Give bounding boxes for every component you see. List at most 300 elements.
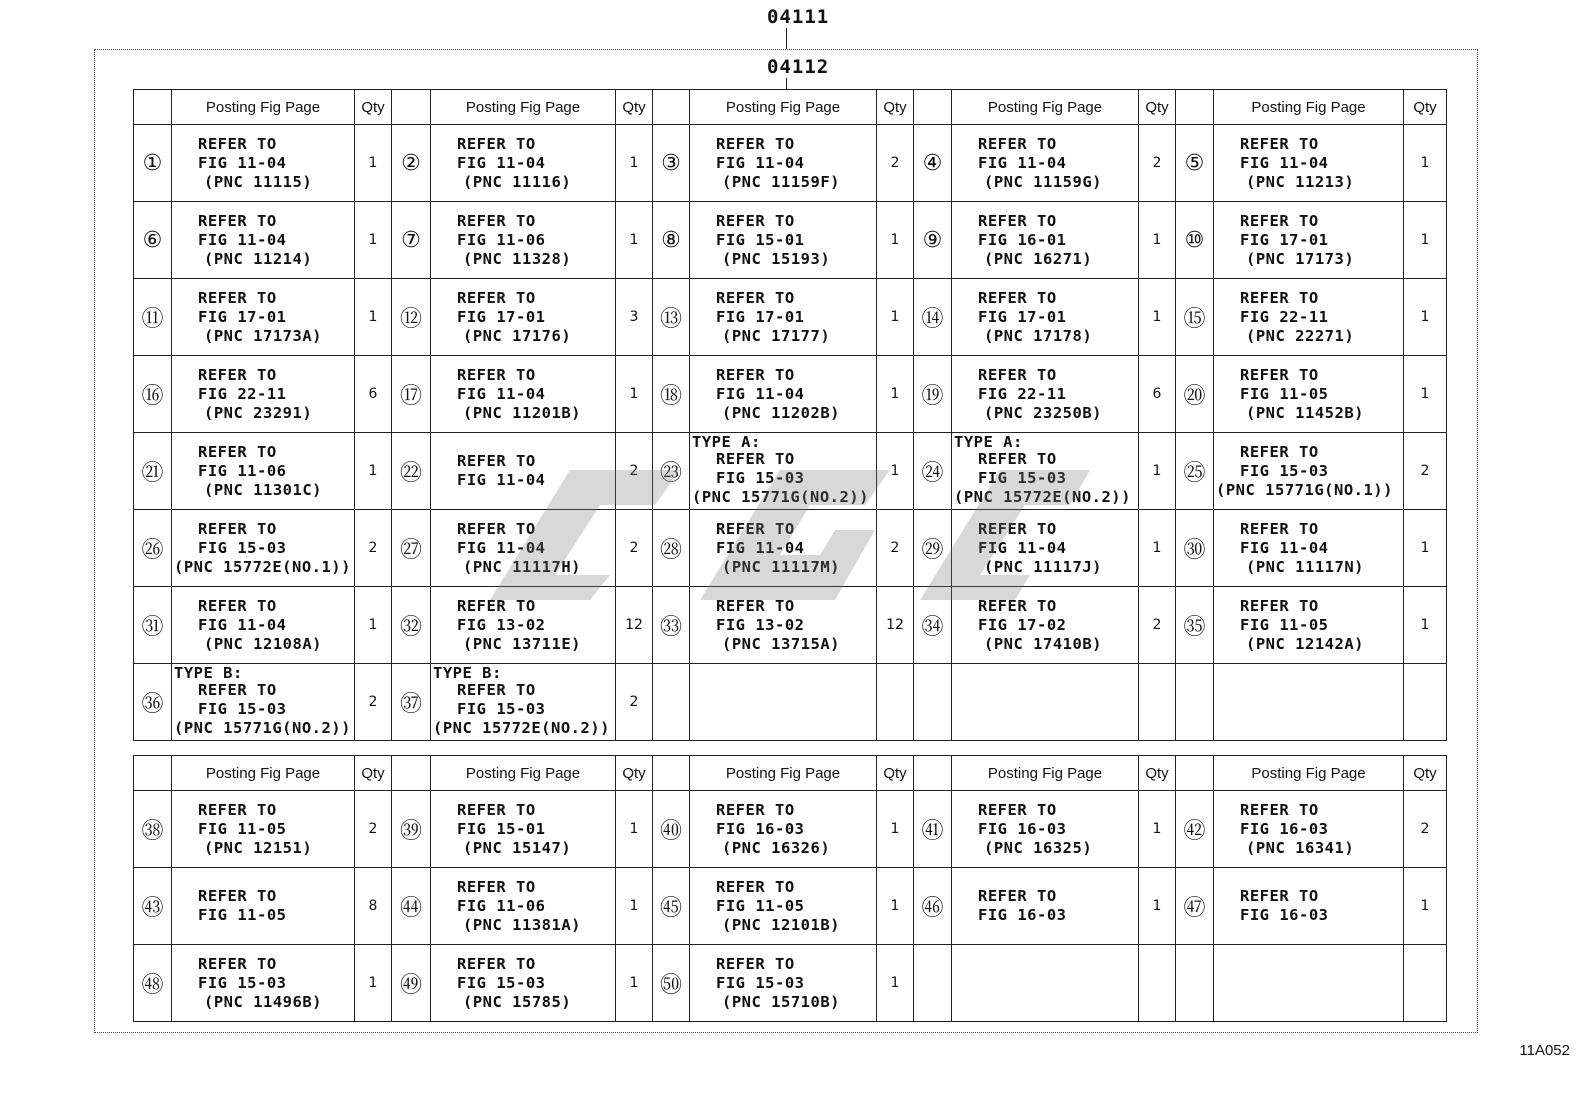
pnc-reference: (PNC 15772E(NO.2))	[954, 488, 1131, 506]
qty-value: 1	[355, 125, 392, 202]
posting-reference	[690, 433, 877, 510]
qty-value: 1	[355, 945, 392, 1022]
fig-reference: FIG 15-03	[198, 538, 287, 557]
table-row	[134, 868, 1447, 945]
pnc-reference: (PNC 11202B)	[722, 403, 840, 422]
item-number: ⑬	[653, 279, 690, 356]
item-number: ⑯	[134, 356, 172, 433]
refer-to-text: REFER TO	[198, 596, 277, 615]
refer-to-text: REFER TO	[198, 519, 277, 538]
qty-value: 6	[1139, 356, 1176, 433]
fig-reference: FIG 16-03	[1240, 906, 1329, 924]
type-label: TYPE B:	[433, 664, 502, 682]
item-number: ㊸	[134, 868, 172, 945]
pnc-reference: (PNC 11159G)	[984, 172, 1102, 191]
refer-to-text: REFER TO	[198, 211, 277, 230]
qty-value: 2	[355, 791, 392, 868]
qty-value: 1	[877, 791, 914, 868]
fig-reference: FIG 15-03	[978, 469, 1067, 487]
qty-value: 1	[616, 868, 653, 945]
header-posting: Posting Fig Page	[172, 90, 355, 125]
fig-reference: FIG 11-04	[978, 538, 1067, 557]
pnc-reference: (PNC 17410B)	[984, 634, 1102, 653]
header-number-cell	[914, 756, 952, 791]
refer-to-text: REFER TO	[457, 596, 536, 615]
fig-reference: FIG 11-04	[457, 153, 546, 172]
qty-value: 2	[877, 510, 914, 587]
fig-reference: FIG 15-03	[198, 700, 287, 718]
fig-reference: FIG 11-04	[716, 538, 805, 557]
pnc-reference: (PNC 23291)	[204, 403, 313, 422]
refer-to-text: REFER TO	[978, 519, 1057, 538]
header-number-cell	[653, 756, 690, 791]
pnc-reference: (PNC 15772E(NO.1))	[174, 557, 351, 576]
item-number: ㊶	[914, 791, 952, 868]
pnc-reference: (PNC 17173A)	[204, 326, 322, 345]
refer-to-text: REFER TO	[978, 596, 1057, 615]
refer-to-text: REFER TO	[716, 450, 795, 468]
fig-reference: FIG 13-02	[457, 615, 546, 634]
fig-reference: FIG 11-04	[716, 384, 805, 403]
header-qty: Qty	[355, 756, 392, 791]
posting-reference	[1214, 433, 1404, 510]
posting-reference	[1214, 202, 1404, 279]
posting-reference	[952, 356, 1139, 433]
pnc-reference: (PNC 15785)	[463, 992, 572, 1011]
item-number: ⑨	[914, 202, 952, 279]
posting-reference	[172, 587, 355, 664]
header-row	[134, 756, 1447, 791]
pnc-reference: (PNC 15710B)	[722, 992, 840, 1011]
refer-to-text: REFER TO	[1240, 365, 1319, 384]
item-number	[914, 945, 952, 1022]
posting-reference	[431, 202, 616, 279]
fig-reference: FIG 11-05	[1240, 615, 1329, 634]
header-qty: Qty	[616, 756, 653, 791]
pnc-reference: (PNC 12151)	[204, 838, 313, 857]
qty-value	[1139, 945, 1176, 1022]
item-number: ⑤	[1176, 125, 1214, 202]
pnc-reference: (PNC 23250B)	[984, 403, 1102, 422]
posting-reference	[431, 356, 616, 433]
posting-reference	[172, 791, 355, 868]
refer-to-text: REFER TO	[457, 800, 536, 819]
pnc-reference: (PNC 11213)	[1246, 172, 1355, 191]
qty-value: 2	[1139, 125, 1176, 202]
qty-value: 6	[355, 356, 392, 433]
qty-value: 2	[1139, 587, 1176, 664]
table-row	[134, 791, 1447, 868]
pnc-reference: (PNC 13715A)	[722, 634, 840, 653]
qty-value: 8	[355, 868, 392, 945]
table-row	[134, 510, 1447, 587]
refer-to-text: REFER TO	[716, 211, 795, 230]
item-number: ③	[653, 125, 690, 202]
header-number-cell	[653, 90, 690, 125]
header-posting: Posting Fig Page	[1214, 90, 1404, 125]
refer-to-text: REFER TO	[716, 519, 795, 538]
refer-to-text: REFER TO	[1240, 800, 1319, 819]
qty-value	[877, 664, 914, 741]
pnc-reference: (PNC 16326)	[722, 838, 831, 857]
posting-reference	[1214, 791, 1404, 868]
fig-reference: FIG 17-01	[198, 307, 287, 326]
pnc-reference: (PNC 11117H)	[463, 557, 581, 576]
pnc-reference: (PNC 11117J)	[984, 557, 1102, 576]
refer-to-text: REFER TO	[198, 681, 277, 699]
posting-reference	[690, 356, 877, 433]
qty-value: 2	[355, 664, 392, 741]
qty-value: 2	[1404, 791, 1447, 868]
table-row	[134, 202, 1447, 279]
item-number: ⑧	[653, 202, 690, 279]
fig-reference: FIG 16-03	[1240, 819, 1329, 838]
refer-to-text: REFER TO	[457, 134, 536, 153]
drawing-code: 11A052	[1519, 1042, 1570, 1059]
refer-to-text: REFER TO	[978, 887, 1057, 905]
refer-to-text: REFER TO	[457, 452, 536, 470]
item-number: ⑳	[1176, 356, 1214, 433]
posting-reference	[690, 510, 877, 587]
fig-reference: FIG 16-03	[978, 819, 1067, 838]
item-number: ⑲	[914, 356, 952, 433]
item-number: ㊽	[134, 945, 172, 1022]
header-number-cell	[1176, 90, 1214, 125]
item-number: ①	[134, 125, 172, 202]
posting-reference	[1214, 125, 1404, 202]
table-row	[134, 587, 1447, 664]
posting-reference	[431, 510, 616, 587]
refer-to-text: REFER TO	[1240, 134, 1319, 153]
qty-value: 12	[616, 587, 653, 664]
header-posting: Posting Fig Page	[952, 90, 1139, 125]
refer-to-text: REFER TO	[457, 288, 536, 307]
refer-to-text: REFER TO	[978, 450, 1057, 468]
posting-reference	[690, 202, 877, 279]
qty-value: 1	[355, 202, 392, 279]
item-number: ⑱	[653, 356, 690, 433]
posting-reference	[172, 356, 355, 433]
item-number: ㊴	[392, 791, 431, 868]
pnc-reference: (PNC 11159F)	[722, 172, 840, 191]
fig-reference: FIG 22-11	[978, 384, 1067, 403]
item-number: ⑪	[134, 279, 172, 356]
item-number: ㉔	[914, 433, 952, 510]
qty-value: 1	[877, 279, 914, 356]
pnc-reference: (PNC 11452B)	[1246, 403, 1364, 422]
item-number: ㉓	[653, 433, 690, 510]
refer-to-text: REFER TO	[978, 365, 1057, 384]
qty-value: 2	[877, 125, 914, 202]
posting-reference	[952, 664, 1139, 741]
qty-value: 1	[877, 356, 914, 433]
fig-reference: FIG 11-04	[198, 153, 287, 172]
reference-table-2	[133, 755, 1447, 1022]
item-number	[1176, 945, 1214, 1022]
item-number: ㊺	[653, 868, 690, 945]
posting-reference	[690, 587, 877, 664]
fig-reference: FIG 15-01	[716, 230, 805, 249]
fig-reference: FIG 15-01	[457, 819, 546, 838]
item-number: ㉕	[1176, 433, 1214, 510]
qty-value: 1	[1139, 202, 1176, 279]
posting-reference	[952, 433, 1139, 510]
fig-reference: FIG 11-05	[198, 819, 287, 838]
refer-to-text: REFER TO	[198, 442, 277, 461]
fig-reference: FIG 11-04	[457, 471, 546, 489]
pnc-reference: (PNC 15193)	[722, 249, 831, 268]
posting-reference	[172, 433, 355, 510]
header-number-cell	[134, 756, 172, 791]
item-number: ㉜	[392, 587, 431, 664]
header-number-cell	[392, 90, 431, 125]
refer-to-text: REFER TO	[716, 365, 795, 384]
posting-reference	[172, 125, 355, 202]
qty-value: 1	[877, 433, 914, 510]
table-row	[134, 945, 1447, 1022]
refer-to-text: REFER TO	[1240, 596, 1319, 615]
item-number: ②	[392, 125, 431, 202]
item-number	[1176, 664, 1214, 741]
qty-value: 2	[355, 510, 392, 587]
fig-reference: FIG 15-03	[198, 973, 287, 992]
item-number: ⑭	[914, 279, 952, 356]
posting-reference	[952, 587, 1139, 664]
qty-value: 2	[616, 433, 653, 510]
pnc-reference: (PNC 11214)	[204, 249, 313, 268]
item-number: ㉙	[914, 510, 952, 587]
item-number: ㊱	[134, 664, 172, 741]
fig-reference: FIG 16-01	[978, 230, 1067, 249]
qty-value: 1	[1139, 791, 1176, 868]
item-number: ㉒	[392, 433, 431, 510]
refer-to-text: REFER TO	[457, 365, 536, 384]
header-number-cell	[1176, 756, 1214, 791]
qty-value: 1	[616, 945, 653, 1022]
item-number: ㉘	[653, 510, 690, 587]
table-row	[134, 279, 1447, 356]
qty-value: 1	[616, 202, 653, 279]
fig-reference: FIG 15-03	[716, 469, 805, 487]
refer-to-text: REFER TO	[198, 365, 277, 384]
refer-to-text: REFER TO	[716, 134, 795, 153]
posting-reference	[952, 945, 1139, 1022]
type-label: TYPE A:	[692, 433, 761, 451]
qty-value: 1	[616, 791, 653, 868]
pnc-reference: (PNC 15771G(NO.2))	[174, 719, 351, 737]
qty-value: 1	[877, 202, 914, 279]
header-number-cell	[914, 90, 952, 125]
fig-reference: FIG 15-03	[457, 700, 546, 718]
header-qty: Qty	[877, 90, 914, 125]
refer-to-text: REFER TO	[457, 954, 536, 973]
header-qty: Qty	[1404, 90, 1447, 125]
pnc-reference: (PNC 15772E(NO.2))	[433, 719, 610, 737]
item-number: ㉝	[653, 587, 690, 664]
fig-reference: FIG 16-03	[716, 819, 805, 838]
posting-reference	[690, 125, 877, 202]
header-row	[134, 90, 1447, 125]
qty-value: 2	[1404, 433, 1447, 510]
pnc-reference: (PNC 12101B)	[722, 915, 840, 934]
posting-reference	[952, 510, 1139, 587]
qty-value	[1404, 664, 1447, 741]
item-number: ⑦	[392, 202, 431, 279]
fig-reference: FIG 11-04	[198, 615, 287, 634]
pnc-reference: (PNC 11328)	[463, 249, 572, 268]
refer-to-text: REFER TO	[457, 211, 536, 230]
qty-value: 1	[1139, 868, 1176, 945]
fig-reference: FIG 11-04	[1240, 153, 1329, 172]
header-posting: Posting Fig Page	[690, 90, 877, 125]
qty-value: 1	[1139, 279, 1176, 356]
refer-to-text: REFER TO	[716, 288, 795, 307]
item-number: ㉚	[1176, 510, 1214, 587]
header-posting: Posting Fig Page	[431, 90, 616, 125]
pnc-reference: (PNC 11201B)	[463, 403, 581, 422]
posting-reference	[690, 664, 877, 741]
header-posting: Posting Fig Page	[1214, 756, 1404, 791]
header-posting: Posting Fig Page	[172, 756, 355, 791]
header-qty: Qty	[1139, 756, 1176, 791]
item-number: ㊻	[914, 868, 952, 945]
pnc-reference: (PNC 11116)	[463, 172, 572, 191]
item-number: ⑰	[392, 356, 431, 433]
item-number: ㉗	[392, 510, 431, 587]
item-number: ㊾	[392, 945, 431, 1022]
refer-to-text: REFER TO	[1240, 211, 1319, 230]
type-label: TYPE A:	[954, 433, 1023, 451]
qty-value: 1	[355, 433, 392, 510]
pnc-reference: (PNC 12142A)	[1246, 634, 1364, 653]
refer-to-text: REFER TO	[457, 681, 536, 699]
refer-to-text: REFER TO	[1240, 887, 1319, 905]
pnc-reference: (PNC 22271)	[1246, 326, 1355, 345]
header-qty: Qty	[1139, 90, 1176, 125]
refer-to-text: REFER TO	[457, 877, 536, 896]
refer-to-text: REFER TO	[978, 134, 1057, 153]
qty-value: 1	[877, 945, 914, 1022]
posting-reference	[952, 791, 1139, 868]
item-number: ㊿	[653, 945, 690, 1022]
pnc-reference: (PNC 17177)	[722, 326, 831, 345]
fig-reference: FIG 11-05	[716, 896, 805, 915]
refer-to-text: REFER TO	[198, 954, 277, 973]
header-number-cell	[392, 756, 431, 791]
pnc-reference: (PNC 17176)	[463, 326, 572, 345]
fig-reference: FIG 11-04	[716, 153, 805, 172]
pnc-reference: (PNC 16325)	[984, 838, 1093, 857]
posting-reference	[431, 664, 616, 741]
item-number: ㊷	[1176, 791, 1214, 868]
item-number: ㉖	[134, 510, 172, 587]
item-number	[653, 664, 690, 741]
fig-reference: FIG 22-11	[1240, 307, 1329, 326]
refer-to-text: REFER TO	[978, 800, 1057, 819]
pnc-reference: (PNC 11381A)	[463, 915, 581, 934]
pnc-reference: (PNC 11115)	[204, 172, 313, 191]
header-number-cell	[134, 90, 172, 125]
posting-reference	[690, 868, 877, 945]
leader-line-assembly	[786, 28, 787, 49]
pnc-reference: (PNC 15771G(NO.2))	[692, 488, 869, 506]
header-qty: Qty	[616, 90, 653, 125]
refer-to-text: REFER TO	[198, 134, 277, 153]
refer-to-text: REFER TO	[198, 288, 277, 307]
assembly-label: 04111	[767, 6, 830, 28]
item-number: ⑥	[134, 202, 172, 279]
fig-reference: FIG 11-04	[198, 230, 287, 249]
posting-reference	[431, 279, 616, 356]
header-qty: Qty	[355, 90, 392, 125]
pnc-reference: (PNC 11117N)	[1246, 557, 1364, 576]
qty-value: 1	[1404, 587, 1447, 664]
posting-reference	[431, 433, 616, 510]
refer-to-text: REFER TO	[716, 596, 795, 615]
item-number: ④	[914, 125, 952, 202]
refer-to-text: REFER TO	[1240, 519, 1319, 538]
fig-reference: FIG 22-11	[198, 384, 287, 403]
qty-value	[1139, 664, 1176, 741]
pnc-reference: (PNC 15771G(NO.1))	[1216, 480, 1393, 499]
fig-reference: FIG 17-01	[1240, 230, 1329, 249]
posting-reference	[1214, 356, 1404, 433]
fig-reference: FIG 15-03	[716, 973, 805, 992]
posting-reference	[172, 202, 355, 279]
header-qty: Qty	[1404, 756, 1447, 791]
qty-value: 1	[1404, 202, 1447, 279]
header-posting: Posting Fig Page	[690, 756, 877, 791]
posting-reference	[690, 945, 877, 1022]
fig-reference: FIG 11-04	[457, 384, 546, 403]
pnc-reference: (PNC 11301C)	[204, 480, 322, 499]
qty-value: 1	[355, 587, 392, 664]
fig-reference: FIG 11-04	[1240, 538, 1329, 557]
item-number: ⑩	[1176, 202, 1214, 279]
fig-reference: FIG 13-02	[716, 615, 805, 634]
refer-to-text: REFER TO	[1240, 288, 1319, 307]
fig-reference: FIG 11-05	[1240, 384, 1329, 403]
header-posting: Posting Fig Page	[952, 756, 1139, 791]
qty-value: 1	[616, 125, 653, 202]
qty-value: 1	[1404, 356, 1447, 433]
item-number: ㉟	[1176, 587, 1214, 664]
table-row	[134, 433, 1447, 510]
qty-value	[1404, 945, 1447, 1022]
posting-reference	[952, 868, 1139, 945]
posting-reference	[690, 791, 877, 868]
reference-table-1	[133, 89, 1447, 741]
pnc-reference: (PNC 12108A)	[204, 634, 322, 653]
qty-value: 2	[616, 664, 653, 741]
pnc-reference: (PNC 11496B)	[204, 992, 322, 1011]
fig-reference: FIG 17-02	[978, 615, 1067, 634]
posting-reference	[1214, 868, 1404, 945]
type-label: TYPE B:	[174, 664, 243, 682]
fig-reference: FIG 11-06	[198, 461, 287, 480]
qty-value: 2	[616, 510, 653, 587]
fig-reference: FIG 11-06	[457, 230, 546, 249]
posting-reference	[431, 125, 616, 202]
qty-value: 1	[355, 279, 392, 356]
header-qty: Qty	[877, 756, 914, 791]
refer-to-text: REFER TO	[716, 954, 795, 973]
item-number: ㊳	[134, 791, 172, 868]
qty-value: 1	[1404, 279, 1447, 356]
posting-reference	[952, 202, 1139, 279]
item-number: ㉞	[914, 587, 952, 664]
item-number: ㉑	[134, 433, 172, 510]
